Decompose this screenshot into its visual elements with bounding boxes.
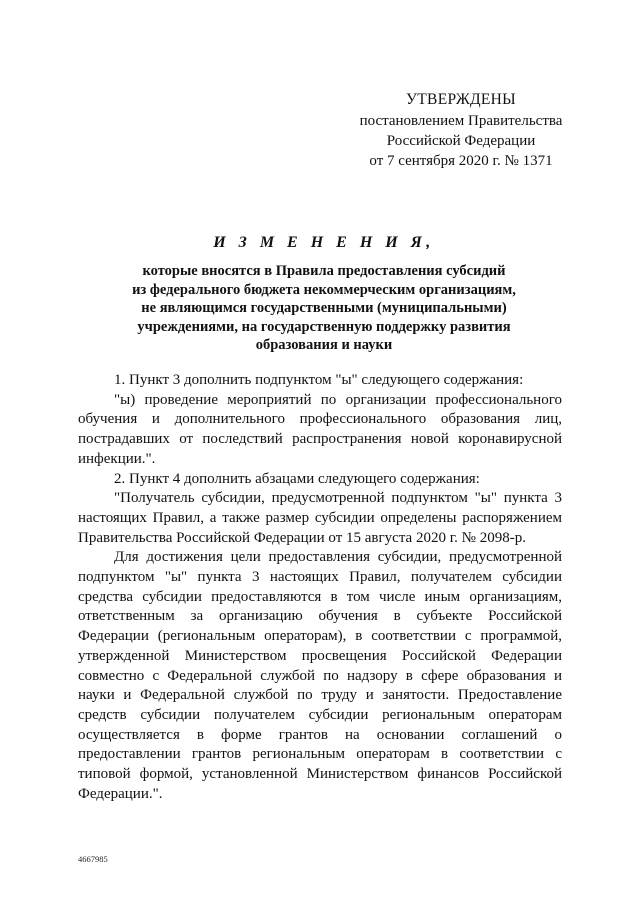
document-code: 4667985 <box>78 854 108 864</box>
approval-stamp <box>340 90 582 171</box>
approval-line-2: Российской Федерации <box>386 133 536 149</box>
paragraph: 1. Пункт 3 дополнить подпунктом "ы" следующего содержания: <box>114 372 524 388</box>
paragraph: 2. Пункт 4 дополнить абзацами следующего содержания: <box>114 470 480 487</box>
approval-line-1: постановлением Правительства <box>359 113 563 129</box>
document-heading <box>80 234 568 355</box>
subtitle-line: не являющимся государственными (муниципальными) <box>141 300 507 316</box>
document-body <box>78 371 562 804</box>
subtitle-line: которые вносятся в Правила предоставления субсидий <box>142 263 506 279</box>
document-title: И З М Е Н Е Н И Я, <box>213 234 435 251</box>
paragraph: Для достижения цели предоставления субсидии, предусмотренной подпунктом "ы" пункта 3 настоящих Правил, получателем субсидии средства субсидии предоставляются в том числе иным организациям, ответственным за организацию обучения в субъекте Российской Федерации (региональным операторам), в соответствии с программой, утвержденной Министерством просвещения Российской Федерации совместно с Федеральной службой по надзору в сфере образования и науки и Федеральной службой по труду и занятости. Предоставление средств субсидии получателем субсидии региональным операторам осуществляется в форме грантов на основании соглашений о предоставлении грантов региональным операторам в соответствии с типовой формой, установленной Министерством финансов Российской Федерации.". <box>78 549 562 802</box>
approval-title: УТВЕРЖДЕНЫ <box>406 91 516 108</box>
document-subtitle <box>80 262 568 355</box>
paragraph: "ы) проведение мероприятий по организации профессионального обучения и дополнительного профессионального образования лиц, пострадавших от последствий распространения новой коронавирусной инфекции.". <box>78 391 562 467</box>
paragraph: "Получатель субсидии, предусмотренной подпунктом "ы" пункта 3 настоящих Правил, а также размер субсидии определены распоряжением Правительства Российской Федерации от 15 августа 2020 г. № 2098-р. <box>78 490 562 546</box>
subtitle-line: из федерального бюджета некоммерческим организациям, <box>132 281 516 298</box>
subtitle-line: образования и науки <box>255 337 393 353</box>
subtitle-line: учреждениями, на государственную поддержку развития <box>137 318 511 335</box>
approval-line-3: от 7 сентября 2020 г. № 1371 <box>369 153 553 169</box>
